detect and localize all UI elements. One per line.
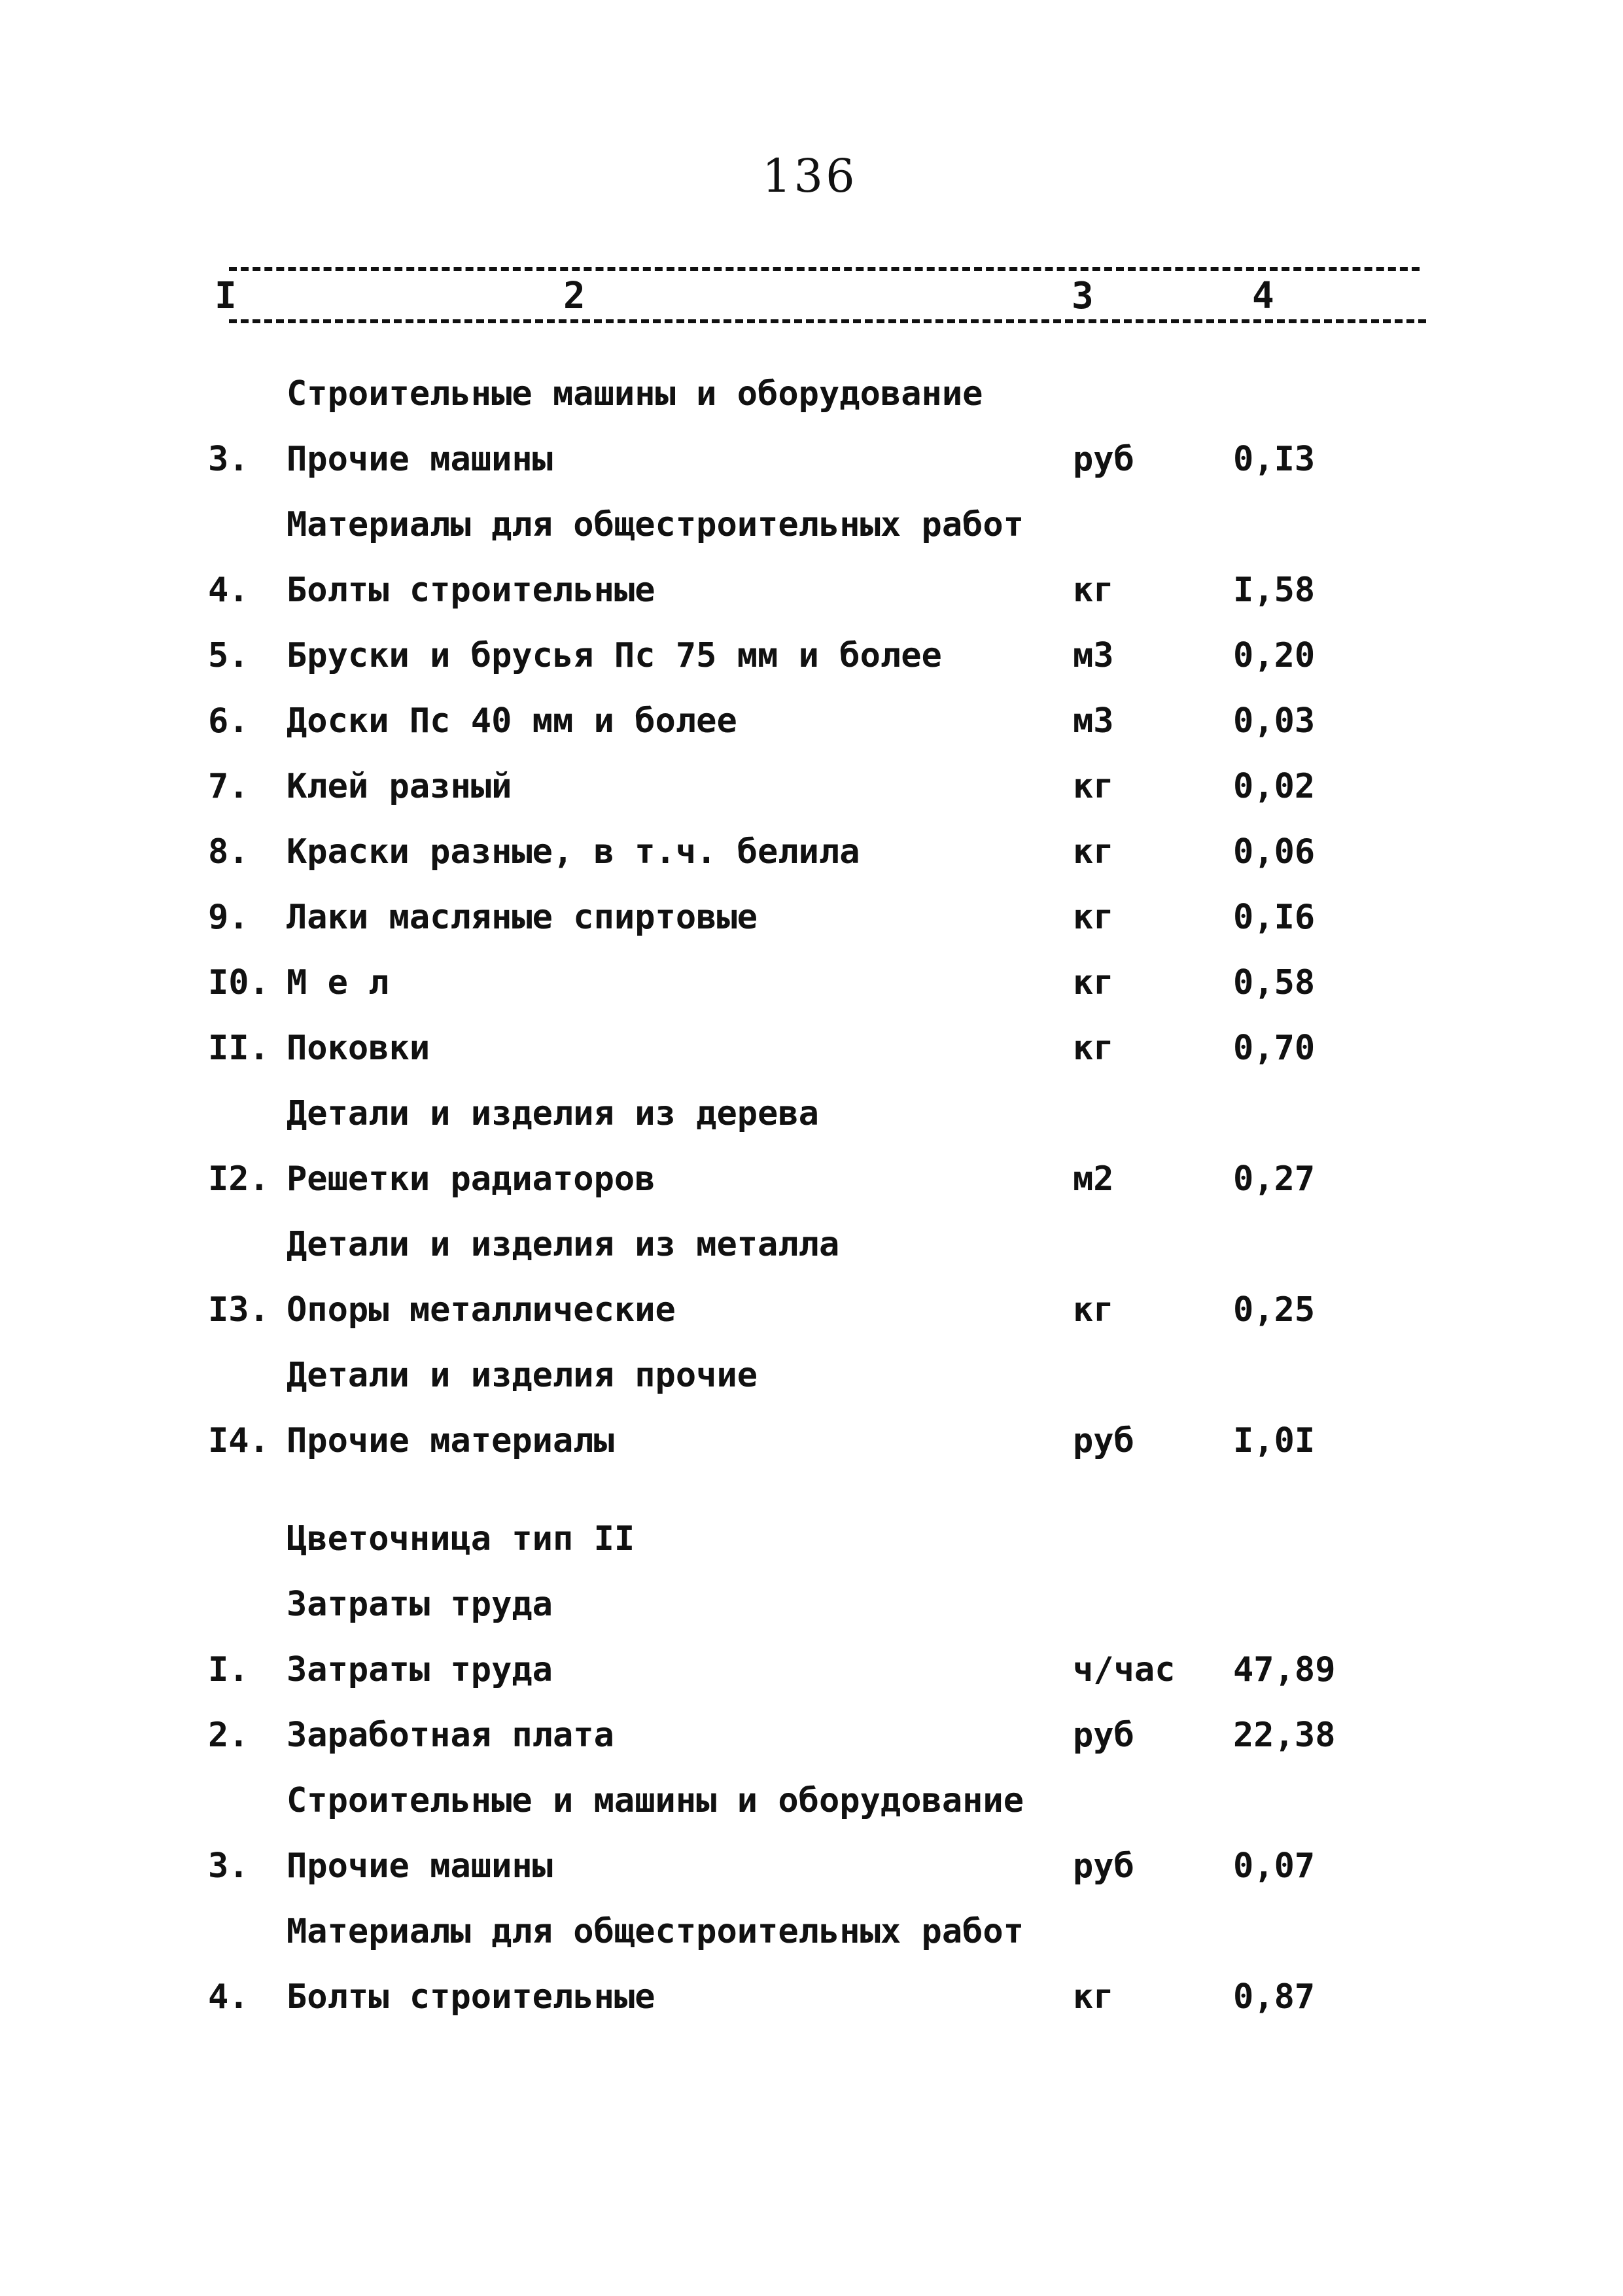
row-name: Прочие материалы — [287, 1421, 614, 1460]
table-row — [0, 1421, 1623, 1487]
row-name: Опоры металлические — [287, 1290, 676, 1330]
row-number: I0. — [208, 963, 270, 1002]
row-unit: кг — [1073, 1029, 1114, 1068]
table-row — [0, 440, 1623, 505]
section-heading: Материалы для общестроительных работ — [287, 505, 1024, 544]
table-row — [0, 832, 1623, 898]
table-row — [0, 1650, 1623, 1716]
row-unit: руб — [1073, 1716, 1134, 1755]
table-row — [0, 1290, 1623, 1356]
table-row — [0, 767, 1623, 832]
row-unit: руб — [1073, 1846, 1134, 1886]
table-row — [0, 1029, 1623, 1094]
row-number: 4. — [208, 1977, 249, 2017]
row-value: I,58 — [1233, 571, 1316, 610]
header-rule-bottom — [229, 319, 1426, 323]
section-heading: Затраты труда — [287, 1585, 553, 1624]
row-value: 47,89 — [1233, 1650, 1336, 1689]
row-number: I3. — [208, 1290, 270, 1330]
column-number-4: 4 — [1248, 275, 1278, 317]
section-heading: Детали и изделия из дерева — [287, 1094, 819, 1133]
row-value: 0,20 — [1233, 636, 1316, 675]
row-value: 0,I3 — [1233, 440, 1316, 479]
row-unit: кг — [1073, 1290, 1114, 1330]
column-number-2: 2 — [559, 275, 589, 317]
row-unit: кг — [1073, 571, 1114, 610]
row-value: 0,07 — [1233, 1846, 1316, 1886]
row-name: М е л — [287, 963, 389, 1002]
table-row — [0, 1159, 1623, 1225]
row-unit: ч/час — [1073, 1650, 1176, 1689]
row-unit: м3 — [1073, 701, 1114, 741]
row-name: Бруски и брусья Пс 75 мм и более — [287, 636, 942, 675]
row-number: I4. — [208, 1421, 270, 1460]
row-number: II. — [208, 1029, 270, 1068]
row-number: 4. — [208, 571, 249, 610]
row-number: I. — [208, 1650, 249, 1689]
row-number: 2. — [208, 1716, 249, 1755]
row-name: Решетки радиаторов — [287, 1159, 655, 1199]
column-number-1: I — [211, 275, 241, 317]
column-number-3: 3 — [1068, 275, 1098, 317]
row-number: 5. — [208, 636, 249, 675]
table-row — [0, 1977, 1623, 2043]
table-row — [0, 1585, 1623, 1650]
row-name: Лаки масляные спиртовые — [287, 898, 758, 937]
row-unit: м3 — [1073, 636, 1114, 675]
table-row — [0, 636, 1623, 701]
table-row — [0, 898, 1623, 963]
row-unit: кг — [1073, 898, 1114, 937]
table-row — [0, 1716, 1623, 1781]
table-row — [0, 1225, 1623, 1290]
row-value: 0,02 — [1233, 767, 1316, 806]
row-unit: кг — [1073, 1977, 1114, 2017]
row-number: 9. — [208, 898, 249, 937]
row-unit: руб — [1073, 1421, 1134, 1460]
table-row — [0, 1519, 1623, 1585]
row-unit: кг — [1073, 767, 1114, 806]
table-row — [0, 701, 1623, 767]
row-number: 6. — [208, 701, 249, 741]
row-name: Заработная плата — [287, 1716, 614, 1755]
row-unit: кг — [1073, 963, 1114, 1002]
row-name: Доски Пс 40 мм и более — [287, 701, 737, 741]
section-heading: Строительные и машины и оборудование — [287, 1781, 1024, 1820]
section-heading: Строительные машины и оборудование — [287, 374, 983, 414]
row-number: 3. — [208, 440, 249, 479]
section-heading: Детали и изделия прочие — [287, 1356, 758, 1395]
row-number: 3. — [208, 1846, 249, 1886]
row-name: Болты строительные — [287, 571, 655, 610]
table-row — [0, 963, 1623, 1029]
row-name: Прочие машины — [287, 1846, 553, 1886]
row-number: 8. — [208, 832, 249, 872]
table-row — [0, 1781, 1623, 1846]
table-row — [0, 374, 1623, 440]
row-unit: м2 — [1073, 1159, 1114, 1199]
row-name: Поковки — [287, 1029, 430, 1068]
table-row — [0, 1356, 1623, 1421]
section-heading: Материалы для общестроительных работ — [287, 1912, 1024, 1951]
row-name: Затраты труда — [287, 1650, 553, 1689]
row-value: 0,58 — [1233, 963, 1316, 1002]
section-heading: Детали и изделия из металла — [287, 1225, 840, 1264]
table-row — [0, 1846, 1623, 1912]
row-name: Клей разный — [287, 767, 512, 806]
row-value: 0,06 — [1233, 832, 1316, 872]
row-value: 0,87 — [1233, 1977, 1316, 2017]
row-value: 22,38 — [1233, 1716, 1336, 1755]
row-unit: руб — [1073, 440, 1134, 479]
row-unit: кг — [1073, 832, 1114, 872]
row-value: I,0I — [1233, 1421, 1316, 1460]
row-name: Прочие машины — [287, 440, 553, 479]
page-number: 136 — [762, 149, 858, 203]
section-heading: Цветочница тип II — [287, 1519, 635, 1559]
row-value: 0,I6 — [1233, 898, 1316, 937]
row-value: 0,70 — [1233, 1029, 1316, 1068]
table-row — [0, 1094, 1623, 1159]
table-row — [0, 571, 1623, 636]
header-rule-top — [229, 267, 1420, 271]
row-number: I2. — [208, 1159, 270, 1199]
table-row — [0, 505, 1623, 571]
row-number: 7. — [208, 767, 249, 806]
row-value: 0,03 — [1233, 701, 1316, 741]
row-name: Краски разные, в т.ч. белила — [287, 832, 860, 872]
row-name: Болты строительные — [287, 1977, 655, 2017]
table-row — [0, 1912, 1623, 1977]
row-value: 0,25 — [1233, 1290, 1316, 1330]
row-value: 0,27 — [1233, 1159, 1316, 1199]
